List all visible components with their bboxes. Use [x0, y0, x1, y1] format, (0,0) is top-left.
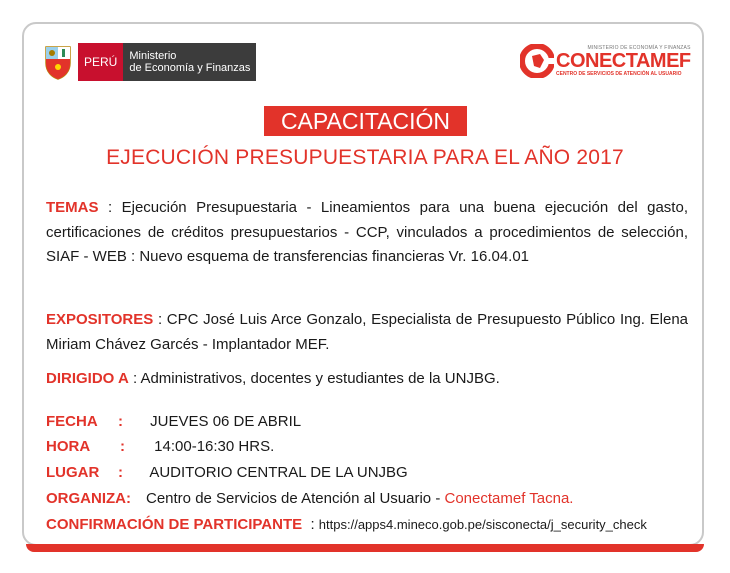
- hora-label: HORA: [46, 438, 91, 455]
- temas-section: [46, 196, 688, 270]
- organiza-row: [46, 488, 573, 510]
- fecha-value: JUEVES 06 DE ABRIL: [150, 413, 302, 430]
- event-title: EJECUCIÓN PRESUPUESTARIA PARA EL AÑO 2017: [106, 146, 624, 169]
- ministry-label: [123, 43, 256, 81]
- hora-colon: :: [120, 438, 125, 455]
- dirigido-label: DIRIGIDO A: [46, 370, 129, 387]
- temas-label: TEMAS: [46, 199, 99, 216]
- fecha-colon: :: [118, 413, 123, 430]
- bottom-accent-bar: [26, 544, 704, 552]
- capacitacion-badge: CAPACITACIÓN: [264, 106, 467, 136]
- hora-row: [46, 436, 274, 458]
- peru-label: PERÚ: [78, 43, 123, 81]
- organiza-value: Centro de Servicios de Atención al Usuario -: [146, 490, 445, 507]
- peru-mef-logo: [42, 42, 256, 82]
- conectamef-name: CONECTAMEF: [556, 50, 691, 72]
- dirigido-section: [46, 367, 688, 392]
- confirmacion-row: [46, 514, 647, 536]
- conectamef-text: [556, 45, 691, 77]
- lugar-colon: :: [118, 464, 123, 481]
- conectamef-top-line: MINISTERIO DE ECONOMÍA Y FINANZAS: [587, 45, 691, 51]
- expositores-text: : CPC José Luis Arce Gonzalo, Especialista de Presupuesto Público Ing. Elena Miriam Chávez Garcés - Implantador MEF.: [46, 311, 688, 353]
- conectamef-logo: [520, 44, 691, 78]
- temas-text: : Ejecución Presupuestaria - Lineamientos para una buena ejecución del gasto, certificaciones de créditos presupuestarios - CCP, vinculados a procedimientos de selección, SIAF - WEB : Nuevo esquema de transferencias financieras Vr. 16.04.01: [46, 199, 688, 265]
- confirmacion-colon: :: [306, 516, 319, 533]
- confirmacion-url[interactable]: https://apps4.mineco.gob.pe/sisconecta/j_security_check: [318, 517, 647, 532]
- lugar-value: AUDITORIO CENTRAL DE LA UNJBG: [149, 464, 408, 481]
- ministry-line2: de Economía y Finanzas: [129, 62, 251, 74]
- conectamef-globe-icon: [520, 44, 554, 78]
- fecha-row: [46, 411, 301, 433]
- confirmacion-label: CONFIRMACIÓN DE PARTICIPANTE: [46, 516, 303, 533]
- expositores-section: [46, 308, 688, 357]
- fecha-label: FECHA: [46, 413, 98, 430]
- ministry-line1: Ministerio: [129, 50, 177, 62]
- organiza-highlight: Conectamef Tacna.: [444, 490, 574, 507]
- dirigido-text: : Administrativos, docentes y estudiantes de la UNJBG.: [132, 370, 500, 387]
- lugar-label: LUGAR: [46, 464, 100, 481]
- hora-value: 14:00-16:30 HRS.: [154, 438, 275, 455]
- organiza-label: ORGANIZA:: [46, 490, 131, 507]
- conectamef-subtitle: CENTRO DE SERVICIOS DE ATENCIÓN AL USUARIO: [556, 71, 682, 77]
- expositores-label: EXPOSITORES: [46, 311, 154, 328]
- coat-of-arms-icon: [42, 43, 74, 81]
- lugar-row: [46, 462, 408, 484]
